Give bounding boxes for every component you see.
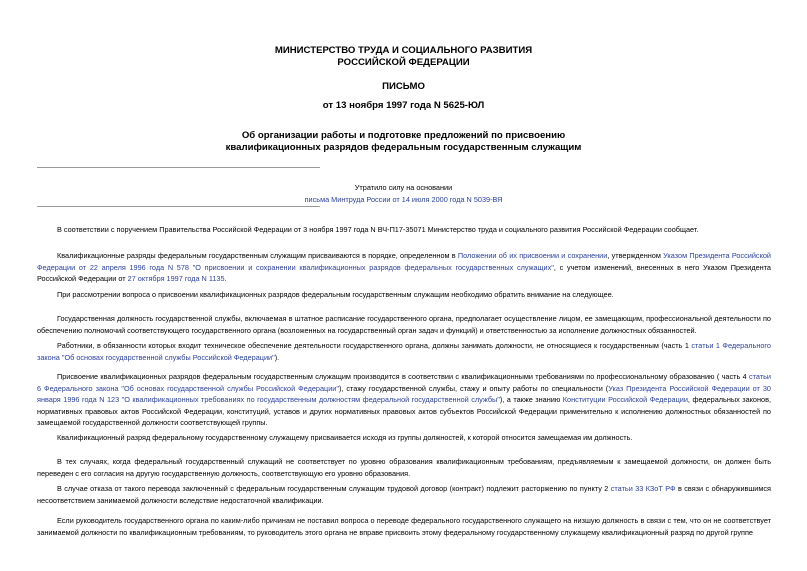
status-note: Утратило силу на основании	[354, 183, 453, 192]
paragraph-6	[37, 371, 771, 429]
paragraph-5-text-a: Работники, в обязанности которых входит техническое обеспечение деятельности государственного органа, должны занимать должности, не относящиеся к государственным (часть 1	[57, 341, 692, 350]
link-decree-578[interactable]: Указом Президента Российской Федерации от 22 апреля 1996 года N 578 "О присвоении и сохранении квалификационных разрядов федеральных государственных служащих"	[37, 251, 771, 272]
paragraph-7: Квалификационный разряд федеральному государственному служащему присваивается исходя из группы должностей, к которой относится замещаемая им должность.	[57, 433, 633, 442]
link-federal-law-article-1[interactable]: статьи 1 Федерального закона "Об основах государственной службы Российской Федерации"	[37, 341, 771, 362]
paragraph-2-text-b: , утвержденном	[607, 251, 664, 260]
divider-top	[37, 167, 320, 168]
paragraph-2	[37, 250, 771, 285]
link-labor-code-article-33[interactable]: статьи 33 КЗоТ РФ	[610, 484, 676, 493]
document-type: ПИСЬМО	[382, 81, 425, 92]
paragraph-9-text-a: В случае отказа от такого перевода заключенный с федеральным государственным служащим трудовой договор (контракт) подлежит расторжению по пункту 2	[57, 484, 611, 493]
paragraph-2-text-d: .	[224, 274, 227, 284]
paragraph-10: Если руководитель государственного органа по каким-либо причинам не поставил вопроса о переводе федерального государственного служащего на низшую должность в связи с тем, что он не соответствует занимаемой должности по квалификационным требованиям, то руководитель этого органа не вправе присвоить этому федеральному государственному служащему квалификационный разряд по другой группе	[37, 516, 771, 537]
paragraph-5-text-b: ).	[274, 352, 280, 362]
paragraph-6-text-d: , федеральных законов, нормативных правовых актов Российской Федерации, конституций, уставов и других нормативных правовых актов субъектов Российской Федерации применительно к исполнению должностных обязанностей по замещаемой государственной должности соответствующей группы.	[37, 395, 771, 428]
paragraph-9-text-b: в связи с обнаружившимся несоответствием занимаемой должности вследствие недостаточной квалификации.	[37, 484, 771, 505]
paragraph-8: В тех случаях, когда федеральный государственный служащий не соответствует по уровню образования квалификационным требованиям, предъявляемым к замещаемой должности, он должен быть переведен с его согласия на другую государственную должность, соответствующую его уровню образования.	[37, 457, 771, 478]
paragraph-5	[37, 340, 771, 363]
paragraph-2-text-a: Квалификационные разряды федеральным государственным служащим присваиваются в порядке, определенном в	[57, 251, 458, 260]
ministry-name-line2: РОССИЙСКОЙ ФЕДЕРАЦИИ	[337, 57, 470, 68]
paragraph-1: В соответствии с поручением Правительства Российской Федерации от 3 ноября 1997 года N ВЧ-П17-35071 Министерство труда и социального развития Российской Федерации сообщает.	[57, 225, 699, 234]
document-title-line1: Об организации работы и подготовке предложений по присвоению	[241, 130, 566, 141]
divider-bottom	[37, 206, 320, 207]
paragraph-6-text-c: ), а также знанию	[499, 395, 563, 405]
link-regulation[interactable]: Положении об их присвоении и сохранении	[457, 251, 608, 260]
paragraph-2-text-c: , с учетом изменений, внесенных в него Указом Президента Российской Федерации от	[37, 262, 771, 284]
link-decree-1135[interactable]: 27 октября 1997 года N 1135	[127, 274, 225, 284]
paragraph-4: Государственная должность государственной службы, включаемая в штатное расписание государственного органа, предполагает осуществление лицом, ее замещающим, профессиональной деятельности по обеспечению полномочий соответствующего государственного органа (возложенных на государственный орган задач и функций) и ответственностью за исполнение должностных обязанностей.	[37, 314, 771, 335]
paragraph-6-text-a: Присвоение квалификационных разрядов федеральным государственным служащим производится в соответствии с квалификационными требованиями по профессиональному образованию ( часть 4	[57, 372, 749, 381]
paragraph-6-text-b: ), стажу государственной службы, стажу и опыту работы по специальности (	[338, 383, 609, 393]
paragraph-9	[37, 483, 771, 506]
paragraph-3: При рассмотрении вопроса о присвоении квалификационных разрядов федеральным государственным служащим необходимо обратить внимание на следующее.	[57, 290, 614, 299]
status-link[interactable]: письма Минтруда России от 14 июля 2000 года N 5039-ВЯ	[304, 195, 503, 204]
ministry-name-line1: МИНИСТЕРСТВО ТРУДА И СОЦИАЛЬНОГО РАЗВИТИЯ	[274, 45, 533, 56]
link-decree-123[interactable]: Указ Президента Российской Федерации от 30 января 1996 года N 123 "О квалификационных требованиях по государственным должностям федеральной государственной службы"	[37, 383, 771, 405]
document-date-number: от 13 ноября 1997 года N 5625-ЮЛ	[322, 100, 485, 111]
link-constitution[interactable]: Конституции Российской Федерации	[562, 395, 688, 405]
document-title-line2: квалификационных разрядов федеральным государственным служащим	[225, 142, 582, 153]
link-federal-law-article-6[interactable]: статьи 6 Федерального закона "Об основах государственной службы Российской Федерации"	[37, 372, 771, 393]
